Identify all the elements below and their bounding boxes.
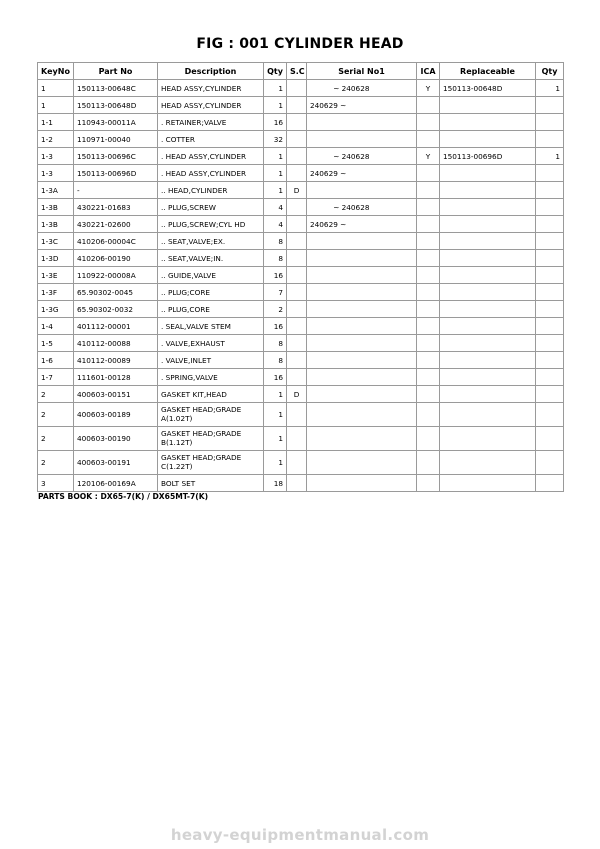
cell-sc <box>287 335 307 352</box>
cell-qty2 <box>536 352 564 369</box>
cell-keyno: 1-3 <box>38 148 74 165</box>
header-sc: S.C <box>287 63 307 80</box>
cell-description: BOLT SET <box>158 475 264 492</box>
cell-description: . SEAL,VALVE STEM <box>158 318 264 335</box>
header-qty2: Qty <box>536 63 564 80</box>
cell-keyno: 1-5 <box>38 335 74 352</box>
cell-replaceable <box>440 352 536 369</box>
header-replaceable: Replaceable <box>440 63 536 80</box>
cell-part-no: 400603-00190 <box>74 427 158 451</box>
table-row <box>38 284 564 301</box>
cell-serial <box>307 284 417 301</box>
cell-qty: 8 <box>264 250 287 267</box>
cell-ica <box>417 475 440 492</box>
cell-replaceable <box>440 250 536 267</box>
cell-qty: 4 <box>264 199 287 216</box>
cell-qty2 <box>536 182 564 199</box>
cell-sc: D <box>287 182 307 199</box>
cell-description: .. GUIDE,VALVE <box>158 267 264 284</box>
cell-qty: 1 <box>264 165 287 182</box>
cell-part-no: 150113-00648C <box>74 80 158 97</box>
cell-part-no: 410112-00088 <box>74 335 158 352</box>
cell-replaceable <box>440 318 536 335</box>
cell-qty: 1 <box>264 386 287 403</box>
cell-description: .. SEAT,VALVE;EX. <box>158 233 264 250</box>
cell-replaceable <box>440 182 536 199</box>
cell-keyno: 1-3E <box>38 267 74 284</box>
cell-replaceable <box>440 451 536 475</box>
cell-ica <box>417 165 440 182</box>
table-row <box>38 403 564 427</box>
cell-keyno: 2 <box>38 386 74 403</box>
cell-description: GASKET HEAD;GRADE A(1.02T) <box>158 403 264 427</box>
cell-part-no: 400603-00151 <box>74 386 158 403</box>
cell-qty2 <box>536 114 564 131</box>
cell-keyno: 1 <box>38 97 74 114</box>
cell-serial <box>307 182 417 199</box>
cell-keyno: 1-3G <box>38 301 74 318</box>
cell-qty2 <box>536 386 564 403</box>
cell-sc <box>287 131 307 148</box>
cell-qty: 1 <box>264 80 287 97</box>
table-row <box>38 148 564 165</box>
cell-ica <box>417 267 440 284</box>
cell-ica: Y <box>417 148 440 165</box>
cell-description: .. PLUG,CORE <box>158 301 264 318</box>
cell-serial <box>307 301 417 318</box>
cell-keyno: 1-3B <box>38 199 74 216</box>
cell-qty: 1 <box>264 97 287 114</box>
table-row <box>38 267 564 284</box>
cell-qty2 <box>536 369 564 386</box>
cell-ica <box>417 403 440 427</box>
cell-replaceable <box>440 475 536 492</box>
cell-sc <box>287 165 307 182</box>
cell-description: . VALVE,INLET <box>158 352 264 369</box>
cell-replaceable <box>440 97 536 114</box>
cell-qty2 <box>536 301 564 318</box>
cell-replaceable <box>440 165 536 182</box>
cell-keyno: 2 <box>38 451 74 475</box>
cell-sc <box>287 475 307 492</box>
table-row <box>38 475 564 492</box>
cell-keyno: 2 <box>38 427 74 451</box>
cell-qty: 4 <box>264 216 287 233</box>
table-row <box>38 114 564 131</box>
cell-part-no: 150113-00696D <box>74 165 158 182</box>
cell-keyno: 1-3B <box>38 216 74 233</box>
cell-qty: 1 <box>264 451 287 475</box>
cell-part-no: 120106-00169A <box>74 475 158 492</box>
cell-replaceable <box>440 301 536 318</box>
cell-description: .. PLUG,SCREW;CYL HD <box>158 216 264 233</box>
cell-sc <box>287 148 307 165</box>
cell-description: . VALVE,EXHAUST <box>158 335 264 352</box>
table-row <box>38 182 564 199</box>
cell-qty2 <box>536 199 564 216</box>
cell-keyno: 1-3C <box>38 233 74 250</box>
cell-part-no: 110922-00008A <box>74 267 158 284</box>
cell-sc <box>287 318 307 335</box>
cell-keyno: 1-7 <box>38 369 74 386</box>
cell-keyno: 1-3 <box>38 165 74 182</box>
header-part-no: Part No <box>74 63 158 80</box>
cell-part-no: 65.90302-0032 <box>74 301 158 318</box>
cell-sc <box>287 216 307 233</box>
cell-serial <box>307 250 417 267</box>
table-row <box>38 352 564 369</box>
cell-ica <box>417 369 440 386</box>
page-title: FIG : 001 CYLINDER HEAD <box>196 36 404 52</box>
cell-serial <box>307 369 417 386</box>
table-row <box>38 427 564 451</box>
cell-qty2 <box>536 451 564 475</box>
cell-part-no: 150113-00696C <box>74 148 158 165</box>
cell-description: GASKET HEAD;GRADE C(1.22T) <box>158 451 264 475</box>
cell-ica <box>417 427 440 451</box>
cell-description: . COTTER <box>158 131 264 148</box>
cell-replaceable <box>440 284 536 301</box>
cell-qty: 32 <box>264 131 287 148</box>
cell-qty2 <box>536 335 564 352</box>
cell-serial <box>307 335 417 352</box>
cell-ica <box>417 97 440 114</box>
cell-serial <box>307 233 417 250</box>
cell-sc <box>287 352 307 369</box>
cell-keyno: 3 <box>38 475 74 492</box>
header-serial: Serial No1 <box>307 63 417 80</box>
cell-qty: 1 <box>264 182 287 199</box>
cell-replaceable <box>440 267 536 284</box>
cell-sc <box>287 97 307 114</box>
cell-ica <box>417 233 440 250</box>
cell-part-no: - <box>74 182 158 199</box>
cell-qty: 1 <box>264 403 287 427</box>
cell-sc <box>287 199 307 216</box>
cell-serial <box>307 403 417 427</box>
cell-qty2 <box>536 267 564 284</box>
header-qty: Qty <box>264 63 287 80</box>
cell-description: .. SEAT,VALVE;IN. <box>158 250 264 267</box>
cell-description: HEAD ASSY,CYLINDER <box>158 80 264 97</box>
cell-description: .. PLUG;CORE <box>158 284 264 301</box>
cell-sc: D <box>287 386 307 403</box>
cell-qty: 8 <box>264 233 287 250</box>
cell-serial <box>307 352 417 369</box>
cell-qty: 16 <box>264 267 287 284</box>
cell-serial <box>307 318 417 335</box>
cell-sc <box>287 427 307 451</box>
parts-table <box>37 62 564 492</box>
cell-sc <box>287 233 307 250</box>
cell-description: . SPRING,VALVE <box>158 369 264 386</box>
cell-serial <box>307 131 417 148</box>
cell-keyno: 2 <box>38 403 74 427</box>
cell-keyno: 1-3F <box>38 284 74 301</box>
cell-replaceable: 150113-00648D <box>440 80 536 97</box>
cell-replaceable <box>440 131 536 148</box>
cell-part-no: 410206-00004C <box>74 233 158 250</box>
cell-part-no: 65.90302-0045 <box>74 284 158 301</box>
cell-description: .. HEAD,CYLINDER <box>158 182 264 199</box>
header-keyno: KeyNo <box>38 63 74 80</box>
cell-ica <box>417 335 440 352</box>
cell-ica <box>417 199 440 216</box>
cell-sc <box>287 403 307 427</box>
cell-description: .. PLUG,SCREW <box>158 199 264 216</box>
table-row <box>38 80 564 97</box>
cell-description: GASKET KIT,HEAD <box>158 386 264 403</box>
parts-table-body <box>38 80 564 492</box>
cell-ica <box>417 182 440 199</box>
cell-part-no: 110943-00011A <box>74 114 158 131</box>
cell-qty: 1 <box>264 148 287 165</box>
cell-replaceable <box>440 199 536 216</box>
cell-qty2 <box>536 403 564 427</box>
cell-part-no: 410112-00089 <box>74 352 158 369</box>
cell-replaceable <box>440 216 536 233</box>
cell-keyno: 1-4 <box>38 318 74 335</box>
cell-qty2 <box>536 165 564 182</box>
table-row <box>38 165 564 182</box>
cell-replaceable <box>440 335 536 352</box>
table-row <box>38 131 564 148</box>
cell-sc <box>287 284 307 301</box>
cell-description: HEAD ASSY,CYLINDER <box>158 97 264 114</box>
parts-book-label: PARTS BOOK : DX65-7(K) / DX65MT-7(K) <box>38 492 209 501</box>
cell-ica <box>417 216 440 233</box>
cell-qty2 <box>536 97 564 114</box>
table-row <box>38 369 564 386</box>
table-row <box>38 335 564 352</box>
cell-serial <box>307 386 417 403</box>
cell-replaceable <box>440 403 536 427</box>
cell-ica: Y <box>417 80 440 97</box>
cell-serial: ~ 240628 <box>307 148 417 165</box>
cell-description: . HEAD ASSY,CYLINDER <box>158 148 264 165</box>
table-row <box>38 451 564 475</box>
cell-serial <box>307 427 417 451</box>
cell-part-no: 110971-00040 <box>74 131 158 148</box>
cell-sc <box>287 250 307 267</box>
cell-qty2 <box>536 318 564 335</box>
table-row <box>38 97 564 114</box>
cell-ica <box>417 114 440 131</box>
cell-part-no: 400603-00191 <box>74 451 158 475</box>
cell-serial: 240629 ~ <box>307 216 417 233</box>
cell-qty: 7 <box>264 284 287 301</box>
cell-sc <box>287 114 307 131</box>
cell-serial: 240629 ~ <box>307 165 417 182</box>
cell-qty: 8 <box>264 335 287 352</box>
cell-part-no: 150113-00648D <box>74 97 158 114</box>
cell-replaceable <box>440 114 536 131</box>
table-row <box>38 318 564 335</box>
cell-sc <box>287 80 307 97</box>
cell-qty: 18 <box>264 475 287 492</box>
cell-keyno: 1-3A <box>38 182 74 199</box>
table-row <box>38 233 564 250</box>
cell-part-no: 410206-00190 <box>74 250 158 267</box>
cell-qty: 16 <box>264 114 287 131</box>
cell-keyno: 1-3D <box>38 250 74 267</box>
table-header-row <box>38 63 564 80</box>
cell-description: . HEAD ASSY,CYLINDER <box>158 165 264 182</box>
table-row <box>38 386 564 403</box>
cell-ica <box>417 131 440 148</box>
cell-qty2: 1 <box>536 80 564 97</box>
table-row <box>38 250 564 267</box>
cell-qty: 1 <box>264 427 287 451</box>
cell-part-no: 111601-00128 <box>74 369 158 386</box>
cell-description: GASKET HEAD;GRADE B(1.12T) <box>158 427 264 451</box>
cell-part-no: 401112-00001 <box>74 318 158 335</box>
cell-qty: 16 <box>264 369 287 386</box>
cell-qty: 2 <box>264 301 287 318</box>
cell-sc <box>287 267 307 284</box>
cell-serial: ~ 240628 <box>307 80 417 97</box>
cell-qty2 <box>536 233 564 250</box>
cell-replaceable <box>440 369 536 386</box>
cell-qty2: 1 <box>536 148 564 165</box>
cell-replaceable <box>440 386 536 403</box>
cell-qty: 16 <box>264 318 287 335</box>
cell-ica <box>417 301 440 318</box>
cell-qty: 8 <box>264 352 287 369</box>
cell-qty2 <box>536 475 564 492</box>
cell-ica <box>417 284 440 301</box>
cell-keyno: 1 <box>38 80 74 97</box>
cell-part-no: 400603-00189 <box>74 403 158 427</box>
cell-part-no: 430221-01683 <box>74 199 158 216</box>
cell-part-no: 430221-02600 <box>74 216 158 233</box>
cell-qty2 <box>536 284 564 301</box>
cell-qty2 <box>536 250 564 267</box>
cell-serial: ~ 240628 <box>307 199 417 216</box>
cell-sc <box>287 369 307 386</box>
cell-description: . RETAINER;VALVE <box>158 114 264 131</box>
cell-serial: 240629 ~ <box>307 97 417 114</box>
cell-qty2 <box>536 216 564 233</box>
header-description: Description <box>158 63 264 80</box>
cell-serial <box>307 451 417 475</box>
cell-ica <box>417 318 440 335</box>
cell-ica <box>417 352 440 369</box>
cell-serial <box>307 475 417 492</box>
table-row <box>38 216 564 233</box>
cell-qty2 <box>536 427 564 451</box>
cell-ica <box>417 386 440 403</box>
cell-replaceable <box>440 233 536 250</box>
cell-keyno: 1-1 <box>38 114 74 131</box>
cell-replaceable: 150113-00696D <box>440 148 536 165</box>
cell-ica <box>417 250 440 267</box>
cell-sc <box>287 451 307 475</box>
cell-keyno: 1-6 <box>38 352 74 369</box>
cell-replaceable <box>440 427 536 451</box>
cell-serial <box>307 114 417 131</box>
cell-ica <box>417 451 440 475</box>
cell-keyno: 1-2 <box>38 131 74 148</box>
header-ica: ICA <box>417 63 440 80</box>
watermark: heavy-equipmentmanual.com <box>170 826 430 844</box>
table-row <box>38 301 564 318</box>
cell-sc <box>287 301 307 318</box>
cell-qty2 <box>536 131 564 148</box>
cell-serial <box>307 267 417 284</box>
table-row <box>38 199 564 216</box>
